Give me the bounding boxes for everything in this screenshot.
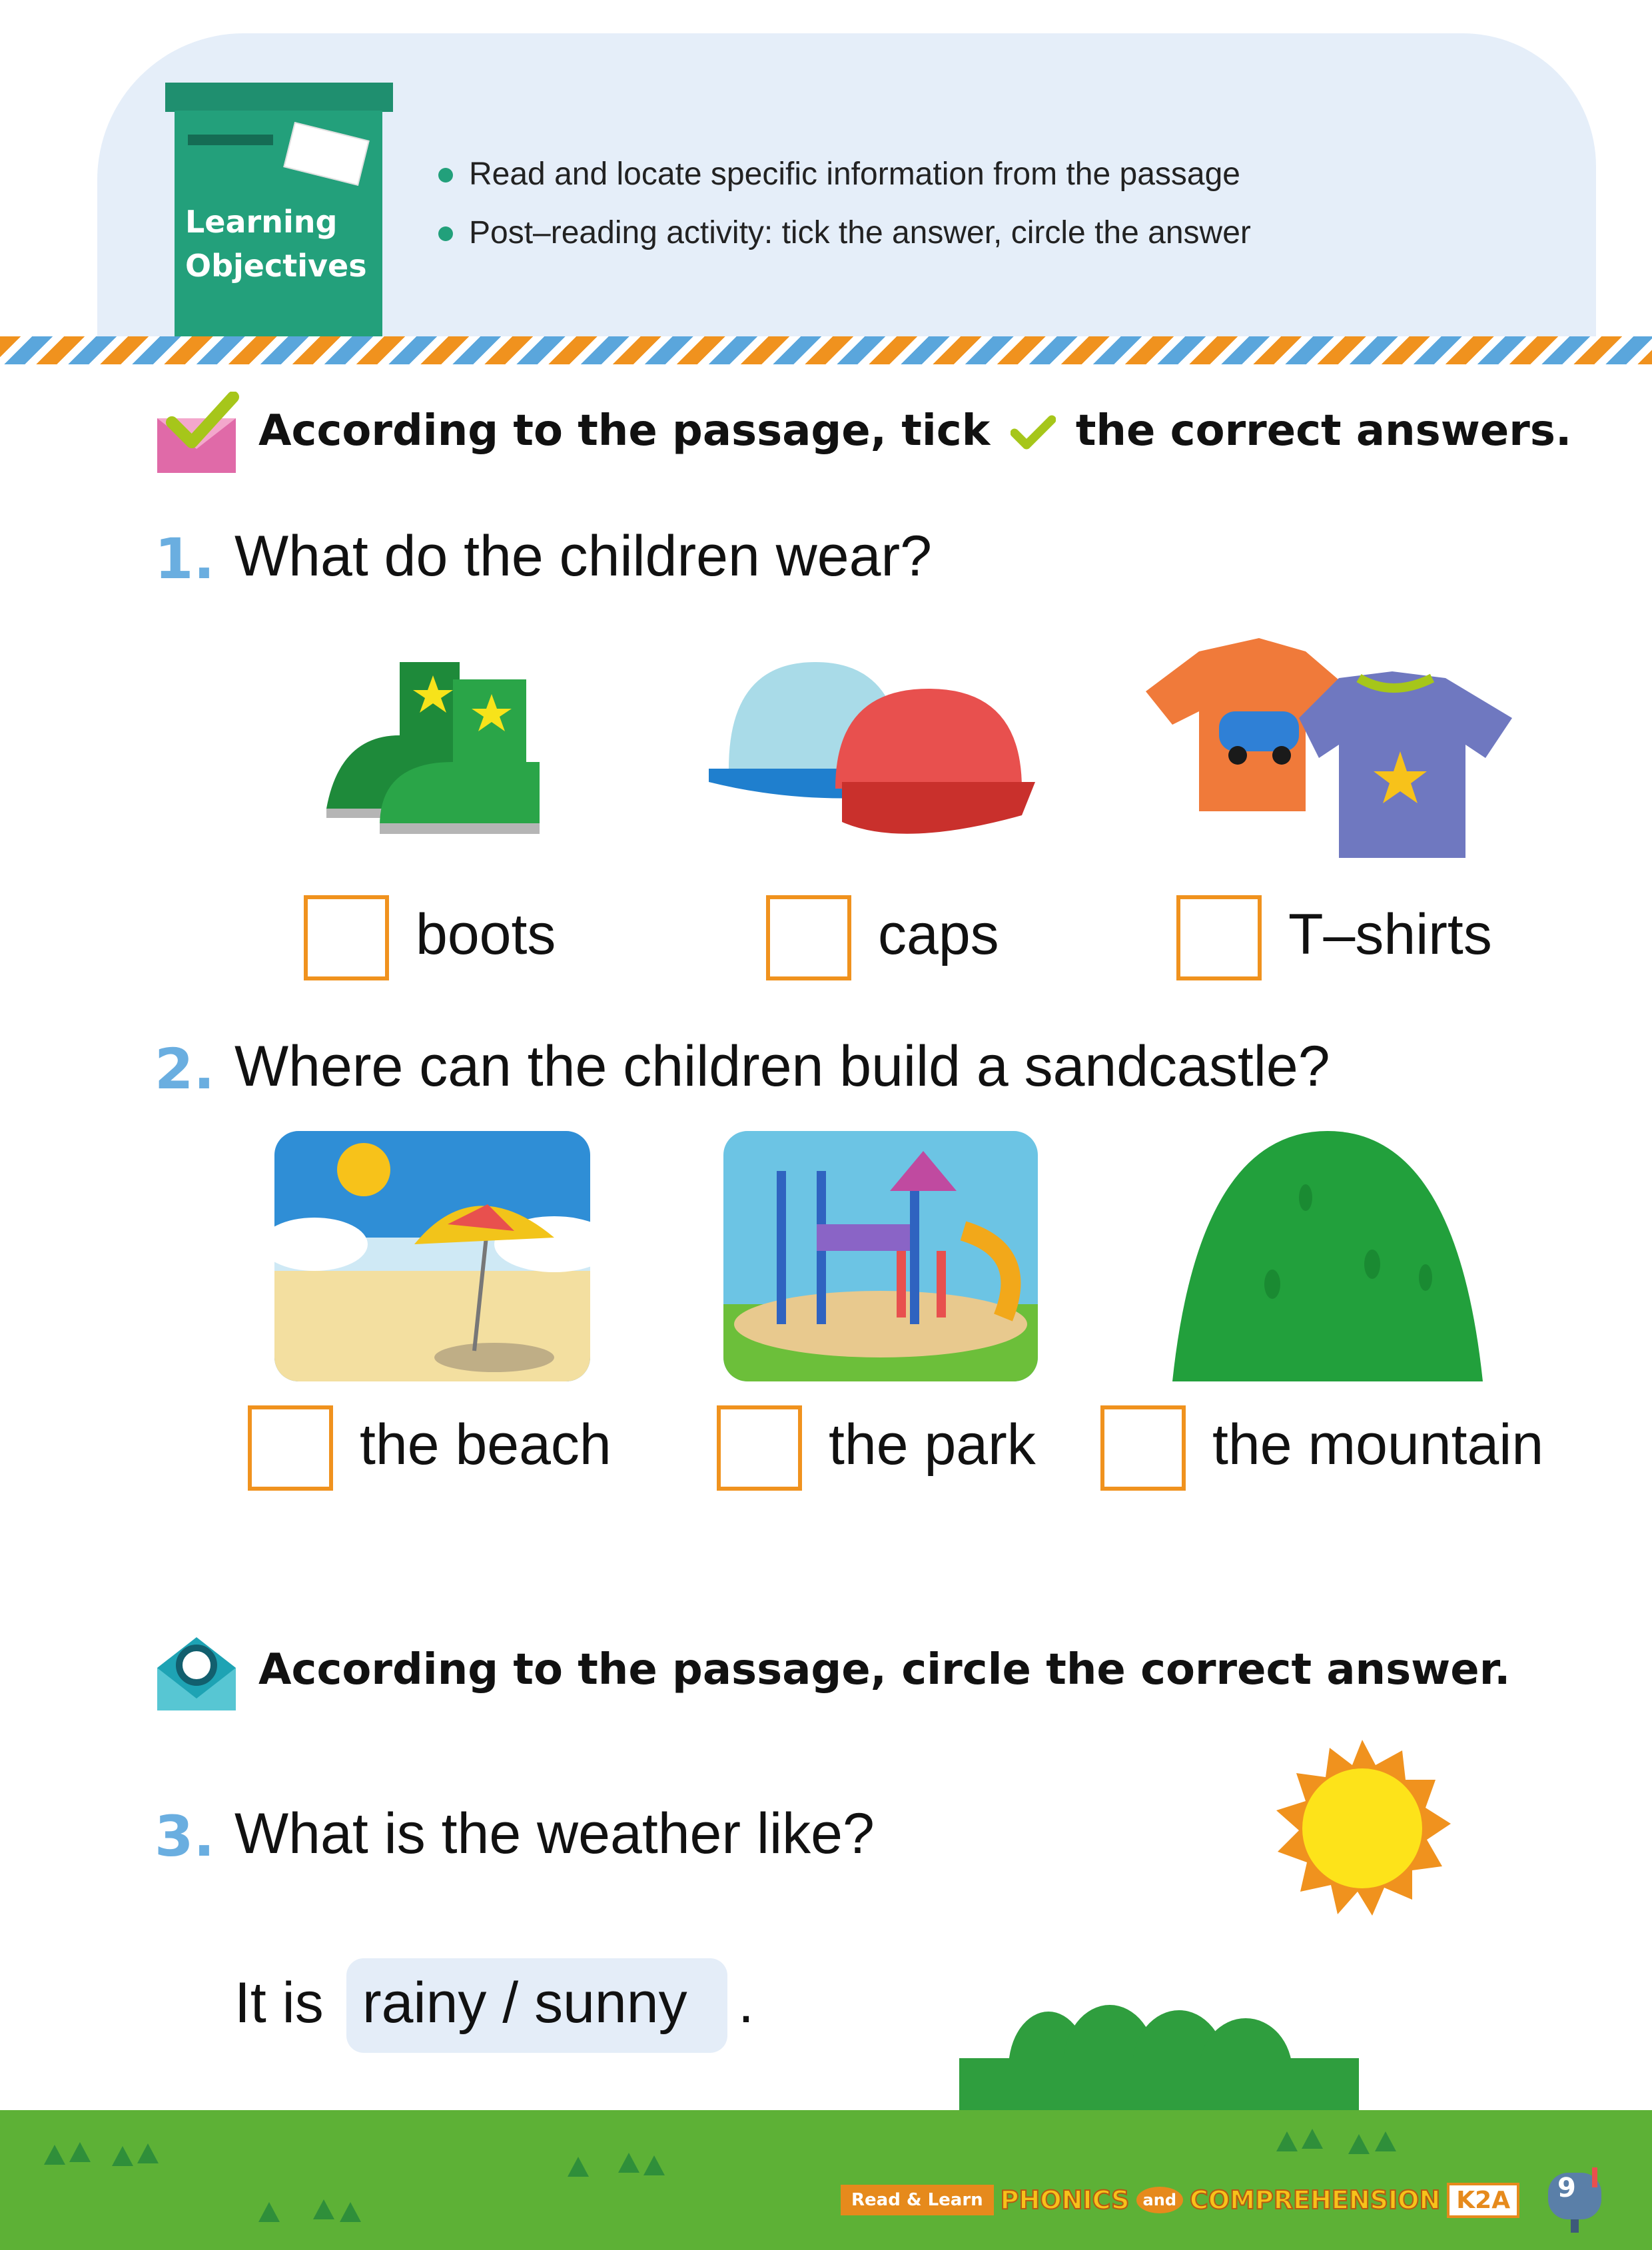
question-number: 3. xyxy=(155,1804,215,1869)
answer-suffix: . xyxy=(738,1971,754,2035)
option-label: caps xyxy=(878,903,999,966)
objective-item: Read and locate specific information from the passage xyxy=(433,145,1251,204)
grass-tuft xyxy=(643,2155,665,2175)
option-label: the mountain xyxy=(1212,1413,1544,1477)
tick-envelope-icon xyxy=(155,392,241,476)
question-number: 1. xyxy=(155,526,215,591)
answer-choices[interactable]: rainy / sunny xyxy=(362,1971,687,2035)
mountain-icon xyxy=(1172,1131,1483,1381)
option-label: boots xyxy=(416,903,556,966)
option-label: T–shirts xyxy=(1288,903,1492,966)
learning-objectives-badge xyxy=(185,200,372,288)
boots-icon xyxy=(320,655,546,839)
series-word-phonics: PHONICS xyxy=(1000,2185,1130,2215)
mailbox-slot xyxy=(188,135,273,145)
instruction-text-before: According to the passage, tick xyxy=(258,406,991,456)
grass-tuft xyxy=(340,2202,361,2222)
grass-tuft xyxy=(137,2143,159,2163)
question-text: What do the children wear? xyxy=(234,524,932,588)
objectives-list xyxy=(433,145,1251,262)
badge-line-2: Objectives xyxy=(185,248,367,284)
grass-tuft xyxy=(1276,2131,1298,2151)
checkbox-the-mountain[interactable] xyxy=(1100,1405,1186,1491)
series-word-comprehension: COMPREHENSION xyxy=(1190,2185,1441,2215)
circle-envelope-icon xyxy=(155,1635,241,1713)
park-icon xyxy=(723,1131,1038,1381)
tick-instruction xyxy=(258,406,1571,456)
question-number: 2. xyxy=(155,1036,215,1102)
grass-tuft xyxy=(112,2146,133,2166)
page-number: 9 xyxy=(1557,2173,1576,2203)
checkbox-the-park[interactable] xyxy=(717,1405,802,1491)
level-badge: K2A xyxy=(1447,2183,1519,2218)
question-text: What is the weather like? xyxy=(234,1802,875,1866)
beach-icon xyxy=(274,1131,590,1381)
sun-icon xyxy=(1272,1738,1452,1918)
striped-divider xyxy=(0,336,1652,364)
t-shirts-icon xyxy=(1139,638,1529,862)
series-label: Read & Learn xyxy=(841,2185,994,2215)
footer-series-logo xyxy=(841,2182,1519,2218)
question-text: Where can the children build a sandcastle? xyxy=(234,1034,1330,1098)
grass-tuft xyxy=(69,2142,91,2162)
series-word-and: and xyxy=(1136,2187,1183,2213)
checkbox-t-shirts[interactable] xyxy=(1176,895,1262,980)
checkbox-caps[interactable] xyxy=(766,895,851,980)
checkbox-the-beach[interactable] xyxy=(248,1405,333,1491)
objective-item: Post–reading activity: tick the answer, circle the answer xyxy=(433,204,1251,262)
mailbox-lid xyxy=(165,83,393,112)
grass-tuft xyxy=(1375,2131,1396,2151)
grass-tuft xyxy=(568,2157,589,2177)
grass-tuft xyxy=(313,2199,334,2219)
option-label: the beach xyxy=(360,1413,612,1477)
badge-line-1: Learning xyxy=(185,204,338,240)
grass-tuft xyxy=(618,2153,639,2173)
instruction-text-after: the correct answers. xyxy=(1075,406,1572,456)
grass-tuft xyxy=(1348,2134,1370,2154)
answer-prefix: It is xyxy=(234,1971,324,2035)
grass-tuft xyxy=(44,2145,65,2165)
caps-icon xyxy=(702,655,1066,849)
circle-instruction: According to the passage, circle the correct answer. xyxy=(258,1645,1511,1694)
checkbox-boots[interactable] xyxy=(304,895,389,980)
check-mark-icon xyxy=(1011,414,1056,452)
grass-tuft xyxy=(1302,2129,1323,2149)
grass-tuft xyxy=(258,2202,280,2222)
grass-ground xyxy=(0,2110,1652,2250)
option-label: the park xyxy=(829,1413,1036,1477)
